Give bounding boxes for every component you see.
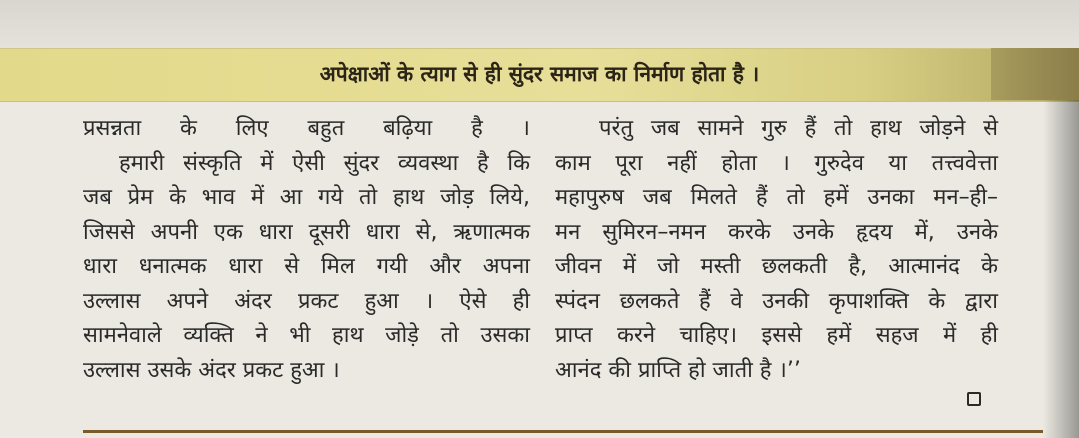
left-column [83,112,530,388]
right-line-6: स्पंदन छलकते हैं वे उनकी कृपाशक्ति के द्वारा [555,288,998,314]
right-line-8: आनंद की प्राप्ति हो जाती है ।’’ [555,357,801,383]
left-line-3: जब प्रेम के भाव में आ गये तो हाथ जोड़ लिये, [83,185,530,210]
right-line-5: जीवन में जो मस्ती छलकती है, आत्मानंद के [555,254,998,279]
left-line-5: धारा धनात्मक धारा से मिल गयी और अपना [83,254,530,279]
article-heading: अपेक्षाओं के त्याग से ही सुंदर समाज का निर्माण होता है । [319,62,760,86]
left-line-8: उल्लास उसके अंदर प्रकट हुआ । [83,357,340,383]
top-margin [0,0,1079,48]
right-column [555,112,998,388]
left-line-7: सामनेवाले व्यक्ति ने भी हाथ जोड़े तो उसका [83,323,530,348]
right-line-2: काम पूरा नहीं होता । गुरुदेव या तत्त्ववेत्ता [555,150,998,176]
right-line-4: मन सुमिरन–नमन करके उनके हृदय में, उनके [555,219,998,245]
bottom-rule [83,430,1043,433]
end-mark-icon [967,392,981,406]
right-line-3: महापुरुष जब मिलते हैं तो हमें उनका मन–ही– [555,185,998,210]
right-line-7: प्राप्त करने चाहिए। इससे हमें सहज में ही [555,323,998,348]
right-line-1: परंतु जब सामने गुरु हैं तो हाथ जोड़ने से [599,116,998,141]
left-line-1: प्रसन्नता के लिए बहुत बढ़िया है । [83,116,530,141]
left-line-2: हमारी संस्कृति में ऐसी सुंदर व्यवस्था है कि [119,150,530,176]
left-line-4: जिससे अपनी एक धारा दूसरी धारा से, ऋणात्मक [83,219,530,245]
page-edge-shadow [1043,100,1079,438]
left-line-6: उल्लास अपने अंदर प्रकट हुआ । ऐसे ही [83,288,530,314]
